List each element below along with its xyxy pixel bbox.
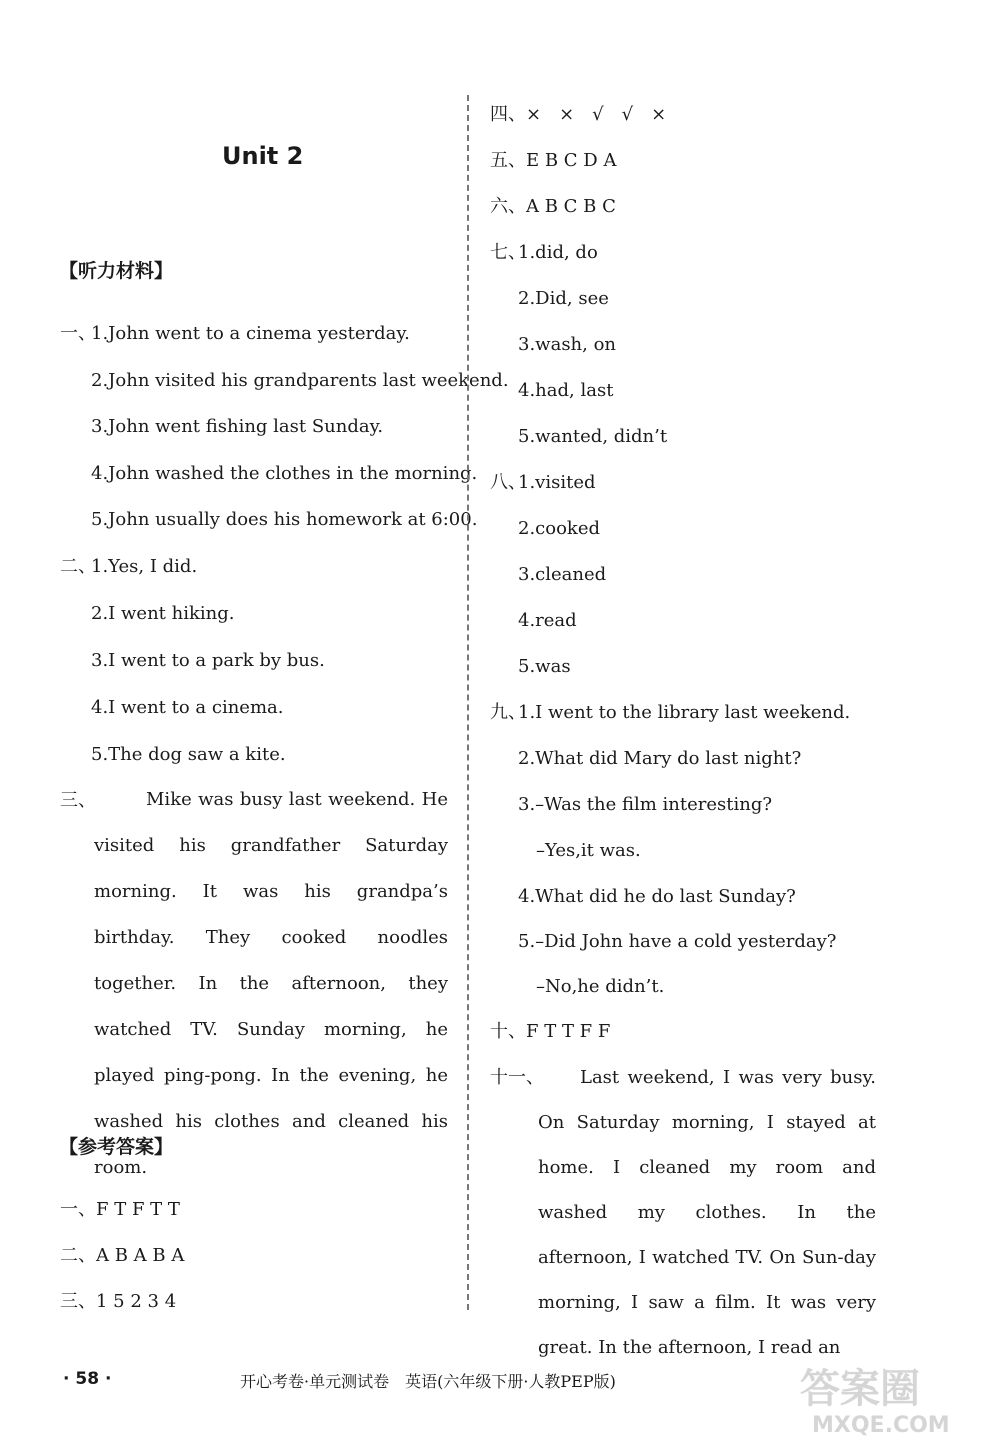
- list-item: 5.–Did John have a cold yesterday?: [518, 931, 837, 952]
- list-item: 1.visited: [518, 472, 596, 493]
- list-item: 4.John washed the clothes in the morning.: [91, 463, 478, 484]
- answer-line: 四、× × √ √ ×: [490, 104, 667, 125]
- listening-paragraph: Mike was busy last weekend. He visited his grandfather Saturday morning. It was his grandpa’s birthday. They cooked noodles together. In the afternoon, they watched TV. Sunday morning, he played ping-pong. In the evening, he washed his clothes and cleaned his room.: [94, 789, 448, 1178]
- list-item: 5.wanted, didn’t: [518, 426, 668, 447]
- list-item: 2.Did, see: [518, 288, 609, 309]
- section-label: 七、: [490, 242, 526, 263]
- answer-line: 一、F T F T T: [60, 1199, 180, 1220]
- list-item: 2.John visited his grandparents last weekend.: [91, 370, 509, 391]
- list-item: 1.I went to the library last weekend.: [518, 702, 851, 723]
- watermark-icon: [790, 1358, 990, 1438]
- answers-header: 【参考答案】: [59, 1136, 174, 1158]
- list-item: 4.had, last: [518, 380, 614, 401]
- list-item: 4.read: [518, 610, 577, 631]
- list-item: 3.wash, on: [518, 334, 617, 355]
- list-item: 5.The dog saw a kite.: [91, 744, 286, 765]
- list-item: 1.Yes, I did.: [91, 556, 198, 577]
- list-item: 2.I went hiking.: [91, 603, 235, 624]
- answer-line: 五、E B C D A: [490, 150, 617, 171]
- watermark-logo: [790, 1358, 990, 1438]
- list-item: 3.–Was the film interesting?: [518, 794, 773, 815]
- section-label: 八、: [490, 472, 526, 493]
- page-number: · 58 ·: [63, 1369, 112, 1389]
- watermark-logo-text: 答案圈: [800, 1366, 920, 1412]
- list-item: 3.I went to a park by bus.: [91, 650, 325, 671]
- essay-paragraph: Last weekend, I was very busy. On Saturday morning, I stayed at home. I cleaned my room and washed my clothes. In the afternoon, I watched TV. On Sun-day morning, I saw a film. It was very great. In the afternoon, I read an: [538, 1067, 876, 1358]
- list-item: 1.did, do: [518, 242, 598, 263]
- list-item: 4.What did he do last Sunday?: [518, 886, 796, 907]
- list-item: 4.I went to a cinema.: [91, 697, 284, 718]
- section-label: 十一、: [490, 1067, 544, 1088]
- list-item: 5.was: [518, 656, 571, 677]
- section-label: 九、: [490, 702, 526, 723]
- list-item: –No,he didn’t.: [536, 976, 665, 997]
- list-item: –Yes,it was.: [536, 840, 641, 861]
- list-item: 5.John usually does his homework at 6:00.: [91, 509, 478, 530]
- answer-line: 六、A B C B C: [490, 196, 616, 217]
- answer-line: 十、F T T F F: [490, 1021, 611, 1042]
- section-label: 一、: [60, 323, 96, 344]
- list-item: 2.cooked: [518, 518, 601, 539]
- section-label: 三、: [60, 790, 96, 811]
- book-title: 开心考卷·单元测试卷 英语(六年级下册·人教PEP版): [240, 1372, 616, 1391]
- watermark-site-text: MXQE.COM: [812, 1413, 950, 1438]
- column-divider: [467, 95, 469, 1310]
- listening-header: 【听力材料】: [59, 260, 174, 282]
- list-item: 1.John went to a cinema yesterday.: [91, 323, 410, 344]
- answer-line: 二、A B A B A: [60, 1245, 185, 1266]
- list-item: 3.John went fishing last Sunday.: [91, 416, 384, 437]
- answer-line: 三、1 5 2 3 4: [60, 1291, 177, 1312]
- section-label: 二、: [60, 556, 96, 577]
- page-title: Unit 2: [222, 142, 304, 170]
- list-item: 2.What did Mary do last night?: [518, 748, 802, 769]
- list-item: 3.cleaned: [518, 564, 607, 585]
